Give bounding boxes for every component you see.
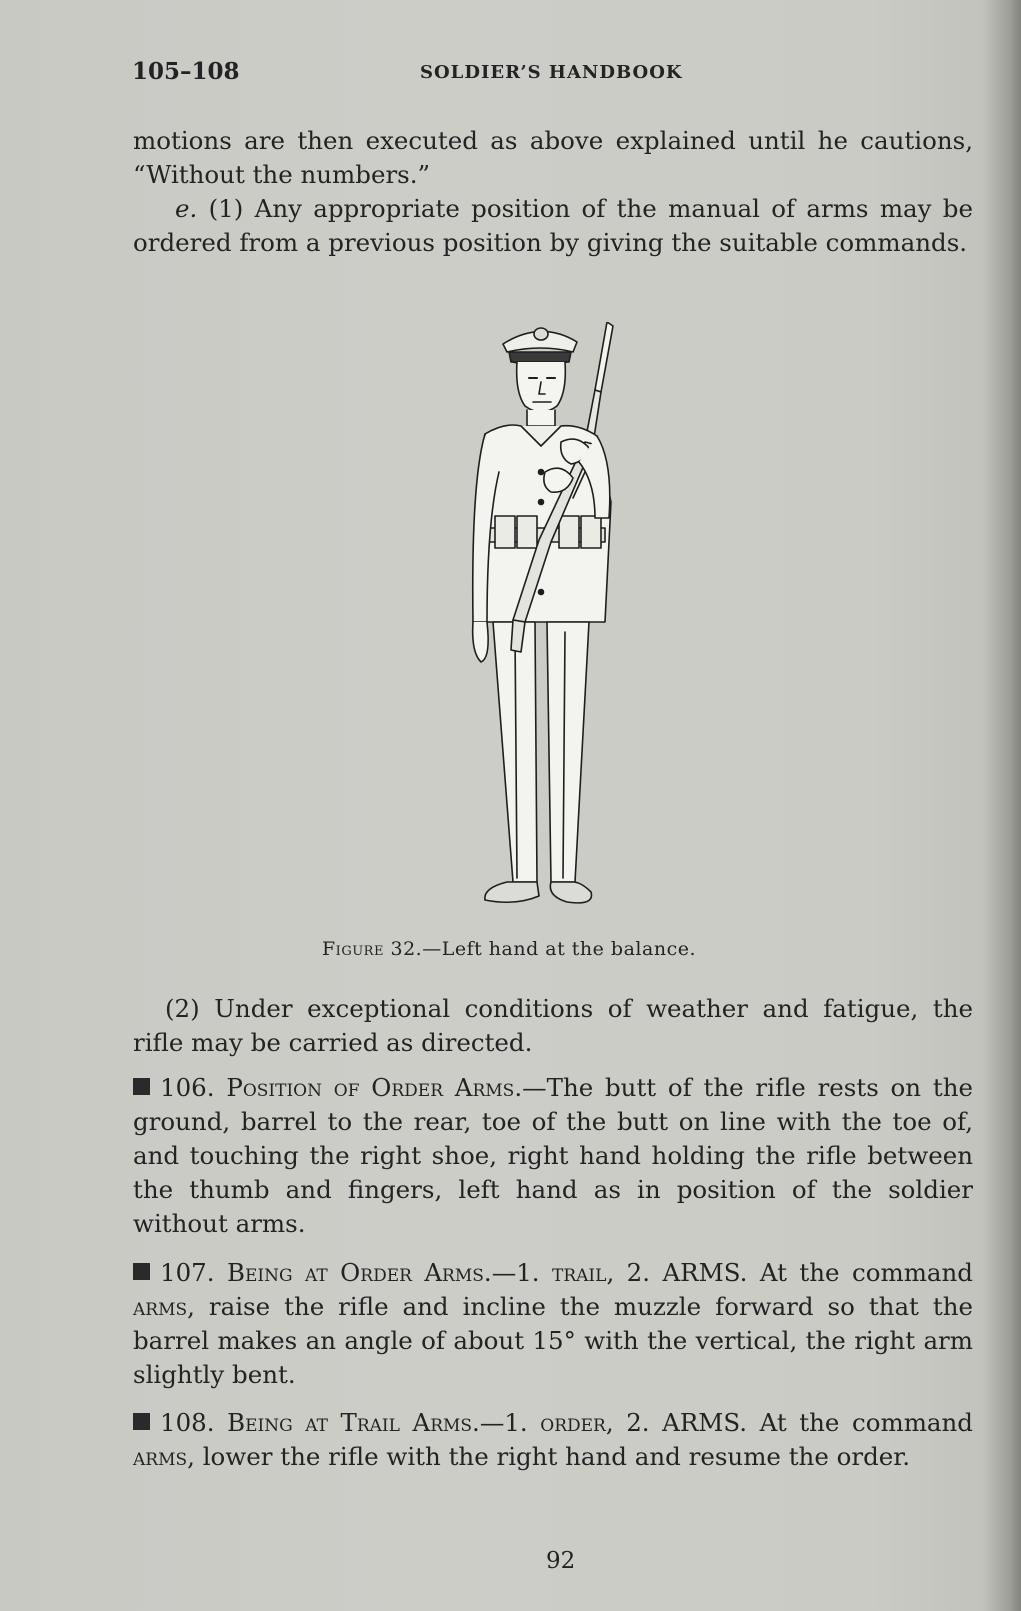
section-marker-icon — [133, 1413, 150, 1430]
section-106-title: Position of Order Arms. — [226, 1073, 523, 1102]
section-marker-icon — [133, 1263, 150, 1280]
section-107-number: 107. — [160, 1258, 215, 1287]
paragraph-e2-text: (2) Under exceptional conditions of weather and fatigue, the rifle may be carried as directed. — [133, 994, 973, 1057]
section-108-text: , lower the rifle with the right hand and resume the order. — [187, 1442, 911, 1471]
section-107-command-2: arms — [133, 1292, 188, 1321]
section-marker-icon — [133, 1078, 150, 1095]
continuation-paragraph — [133, 124, 973, 192]
paragraph-e — [133, 192, 973, 260]
soldier-illustration — [455, 322, 655, 932]
section-106 — [133, 1071, 973, 1241]
running-header — [132, 58, 972, 94]
section-107-mid: , 2. ARMS. At the command — [606, 1258, 973, 1287]
section-108-mid: , 2. ARMS. At the command — [605, 1408, 973, 1437]
figure-caption-number: 32. — [390, 938, 423, 960]
section-107-text: , raise the rifle and incline the muzzle forward so that the barrel makes an angle of about 15° with the vertical, the right arm slightly bent. — [133, 1292, 973, 1389]
figure-caption-text: —Left hand at the balance. — [422, 938, 696, 960]
running-title: SOLDIER’S HANDBOOK — [420, 62, 683, 83]
section-107 — [133, 1256, 973, 1392]
figure-caption — [322, 938, 696, 960]
page-edge-shadow — [985, 0, 1021, 1611]
paragraph-e-text: (1) Any appropriate position of the manual of arms may be ordered from a previous position by giving the suitable commands. — [133, 194, 973, 257]
figure-caption-label: Figure — [322, 938, 384, 960]
page-range: 105–108 — [132, 58, 240, 85]
section-108-number: 108. — [160, 1408, 215, 1437]
section-106-number: 106. — [160, 1073, 215, 1102]
section-107-title: Being at Order Arms. — [227, 1258, 492, 1287]
section-108-command-2: arms — [133, 1442, 188, 1471]
paragraph-e-label: e. — [175, 194, 198, 223]
section-108 — [133, 1406, 973, 1474]
section-108-command-1: order — [540, 1408, 606, 1437]
page-number: 92 — [546, 1548, 576, 1574]
section-106-text: —The butt of the rifle rests on the ground, barrel to the rear, toe of the butt on line with the toe of, and touching the right shoe, right hand holding the rifle between the thumb and fingers, left hand as in position of the soldier without arms. — [133, 1073, 973, 1238]
paragraph-e2 — [133, 992, 973, 1060]
section-107-pre: —1. — [491, 1258, 553, 1287]
section-107-command-1: trail — [552, 1258, 607, 1287]
section-108-title: Being at Trail Arms. — [227, 1408, 480, 1437]
continuation-text: motions are then executed as above explained until he cautions, “Without the numbers.” — [133, 126, 973, 189]
section-108-pre: —1. — [479, 1408, 541, 1437]
